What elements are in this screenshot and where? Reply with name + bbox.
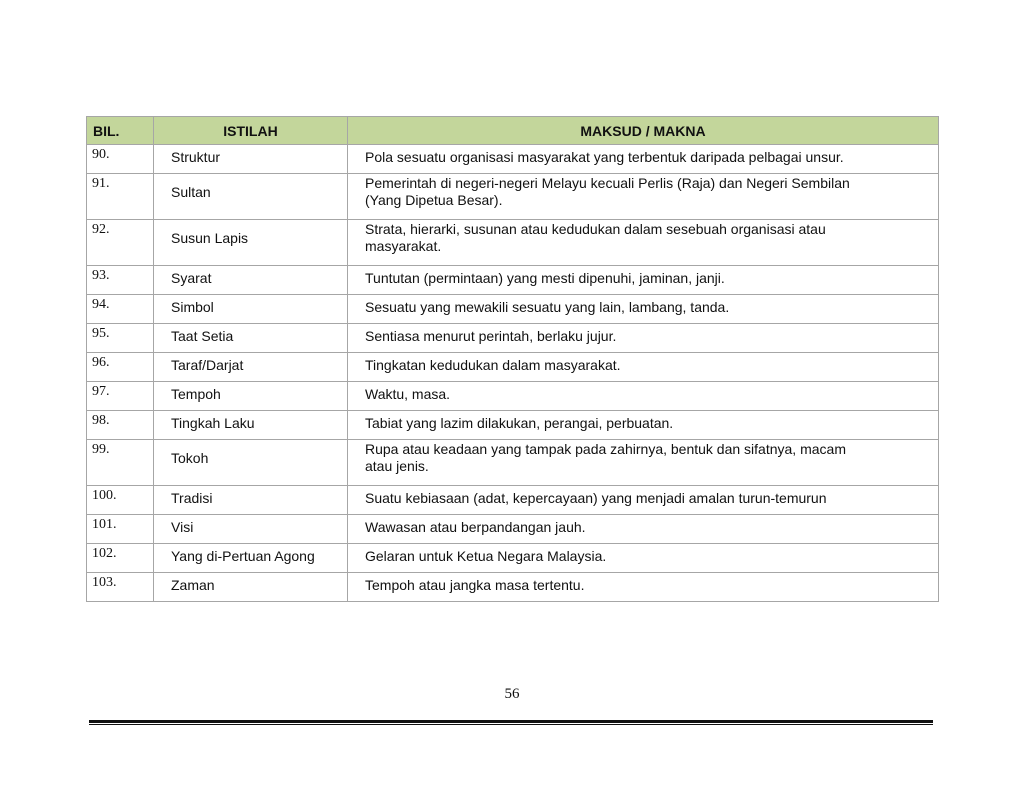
row-maksud <box>348 544 939 573</box>
table-row <box>87 266 939 295</box>
table-header-row <box>87 117 939 145</box>
row-maksud <box>348 295 939 324</box>
table-body <box>87 145 939 602</box>
row-maksud <box>348 440 939 486</box>
row-bil: 92. <box>87 220 154 266</box>
row-bil: 100. <box>87 486 154 515</box>
page-number: 56 <box>504 686 520 702</box>
row-bil: 97. <box>87 382 154 411</box>
row-maksud <box>348 220 939 266</box>
row-istilah: Tingkah Laku <box>154 411 348 440</box>
row-maksud <box>348 174 939 220</box>
table-row <box>87 440 939 486</box>
row-maksud <box>348 353 939 382</box>
row-bil: 91. <box>87 174 154 220</box>
table-row <box>87 220 939 266</box>
header-bil: BIL. <box>87 117 154 145</box>
table-row <box>87 573 939 602</box>
table-row <box>87 382 939 411</box>
maksud-line: Tempoh atau jangka masa tertentu. <box>365 577 585 593</box>
row-bil: 93. <box>87 266 154 295</box>
maksud-line: Waktu, masa. <box>365 386 451 402</box>
row-bil: 90. <box>87 145 154 174</box>
row-maksud <box>348 411 939 440</box>
row-istilah: Sultan <box>154 174 348 220</box>
table-row <box>87 411 939 440</box>
row-bil: 95. <box>87 324 154 353</box>
row-istilah: Struktur <box>154 145 348 174</box>
row-istilah: Yang di-Pertuan Agong <box>154 544 348 573</box>
table-row <box>87 145 939 174</box>
maksud-line: Pemerintah di negeri-negeri Melayu kecuali Perlis (Raja) dan Negeri Sembilan <box>365 175 850 191</box>
row-istilah: Susun Lapis <box>154 220 348 266</box>
maksud-line: atau jenis. <box>365 458 429 474</box>
row-maksud <box>348 266 939 295</box>
row-istilah: Syarat <box>154 266 348 295</box>
row-bil: 101. <box>87 515 154 544</box>
maksud-line: Tuntutan (permintaan) yang mesti dipenuhi, jaminan, janji. <box>365 270 725 286</box>
row-bil: 102. <box>87 544 154 573</box>
row-bil: 98. <box>87 411 154 440</box>
row-istilah: Simbol <box>154 295 348 324</box>
maksud-line: Suatu kebiasaan (adat, kepercayaan) yang menjadi amalan turun-temurun <box>365 490 827 506</box>
row-istilah: Zaman <box>154 573 348 602</box>
row-istilah: Taat Setia <box>154 324 348 353</box>
row-maksud <box>348 573 939 602</box>
row-maksud <box>348 515 939 544</box>
maksud-line: masyarakat. <box>365 238 442 254</box>
maksud-line: Gelaran untuk Ketua Negara Malaysia. <box>365 548 607 564</box>
row-bil: 94. <box>87 295 154 324</box>
row-istilah: Taraf/Darjat <box>154 353 348 382</box>
row-maksud <box>348 145 939 174</box>
row-bil: 103. <box>87 573 154 602</box>
maksud-line: Sentiasa menurut perintah, berlaku jujur. <box>365 328 617 344</box>
maksud-line: Rupa atau keadaan yang tampak pada zahirnya, bentuk dan sifatnya, macam <box>365 441 846 457</box>
table-row <box>87 174 939 220</box>
maksud-line: Strata, hierarki, susunan atau kedudukan dalam sesebuah organisasi atau <box>365 221 826 237</box>
table-row <box>87 324 939 353</box>
row-bil: 99. <box>87 440 154 486</box>
row-bil: 96. <box>87 353 154 382</box>
header-maksud: MAKSUD / MAKNA <box>348 117 939 145</box>
glossary-table <box>86 116 939 602</box>
row-istilah: Tempoh <box>154 382 348 411</box>
row-maksud <box>348 486 939 515</box>
row-maksud <box>348 324 939 353</box>
maksud-line: Tabiat yang lazim dilakukan, perangai, perbuatan. <box>365 415 674 431</box>
row-istilah: Tokoh <box>154 440 348 486</box>
maksud-line: Wawasan atau berpandangan jauh. <box>365 519 586 535</box>
maksud-line: (Yang Dipetua Besar). <box>365 192 503 208</box>
table-row <box>87 544 939 573</box>
table-row <box>87 486 939 515</box>
table-row <box>87 515 939 544</box>
header-istilah: ISTILAH <box>154 117 348 145</box>
row-istilah: Tradisi <box>154 486 348 515</box>
table-row <box>87 295 939 324</box>
row-istilah: Visi <box>154 515 348 544</box>
table-row <box>87 353 939 382</box>
maksud-line: Pola sesuatu organisasi masyarakat yang terbentuk daripada pelbagai unsur. <box>365 149 844 165</box>
footer-rule <box>89 720 933 725</box>
maksud-line: Tingkatan kedudukan dalam masyarakat. <box>365 357 621 373</box>
maksud-line: Sesuatu yang mewakili sesuatu yang lain, lambang, tanda. <box>365 299 730 315</box>
row-maksud <box>348 382 939 411</box>
